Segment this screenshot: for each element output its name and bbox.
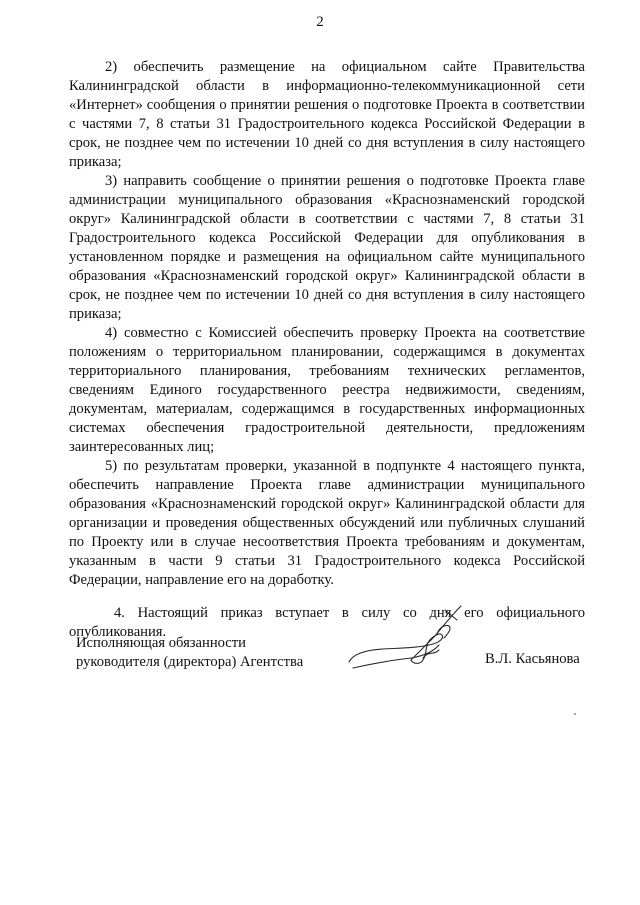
document-body [69,58,585,642]
final-clause: 4. Настоящий приказ вступает в силу со дня его официального опубликования. [69,605,585,640]
page-number: 2 [316,14,324,30]
signatory-title-line-2: руководителя (директора) Агентства [76,654,304,670]
list-item-4: 4) совместно с Комиссией обеспечить проверку Проекта на соответствие положениям о территориальном планировании, содержащимся в документах территориального планирования, требованиям технических регламентов, сведениям Единого государственного реестра недвижимости, сведениям, документам, материалам, содержащимся в государственных информационных системах обеспечения градостроительной деятельности, предложениям заинтересованных лиц; [69,325,585,455]
handwritten-signature [345,598,470,678]
list-item-3: 3) направить сообщение о принятии решения о подготовке Проекта главе администрации муниципального образования «Краснознаменский городской округ» Калининградской области в соответствии с частями 7, 8 статьи 31 Градостроительного кодекса Российской Федерации для опубликования в установленном порядке и размещения на официальном сайте муниципального образования «Краснознаменский городской округ» Калининградской области в срок, не позднее чем по истечении 10 дней со дня вступления в силу настоящего приказа; [69,173,585,322]
signatory-title-line-1: Исполняющая обязанности [76,635,246,651]
list-item-2: 2) обеспечить размещение на официальном сайте Правительства Калининградской области в информационно-телекоммуникационной сети «Интернет» сообщения о принятии решения о подготовке Проекта в соответствии с частями 7, 8 статьи 31 Градостроительного кодекса Российской Федерации в срок, не позднее чем по истечении 10 дней со дня вступления в силу настоящего приказа; [69,59,585,170]
list-item-5: 5) по результатам проверки, указанной в подпункте 4 настоящего пункта, обеспечить направление Проекта главе администрации муниципального образования «Краснознаменский городской округ» Калининградской области для организации и проведения общественных обсуждений или публичных слушаний по Проекту или в случае несоответствия Проекта требованиям и документам, указанным в части 9 статьи 31 Градостроительного кодекса Российской Федерации, направление его на доработку. [69,458,585,588]
signatory-name: В.Л. Касьянова [485,651,580,667]
signatory-title [76,634,303,672]
scan-speck [574,713,576,715]
